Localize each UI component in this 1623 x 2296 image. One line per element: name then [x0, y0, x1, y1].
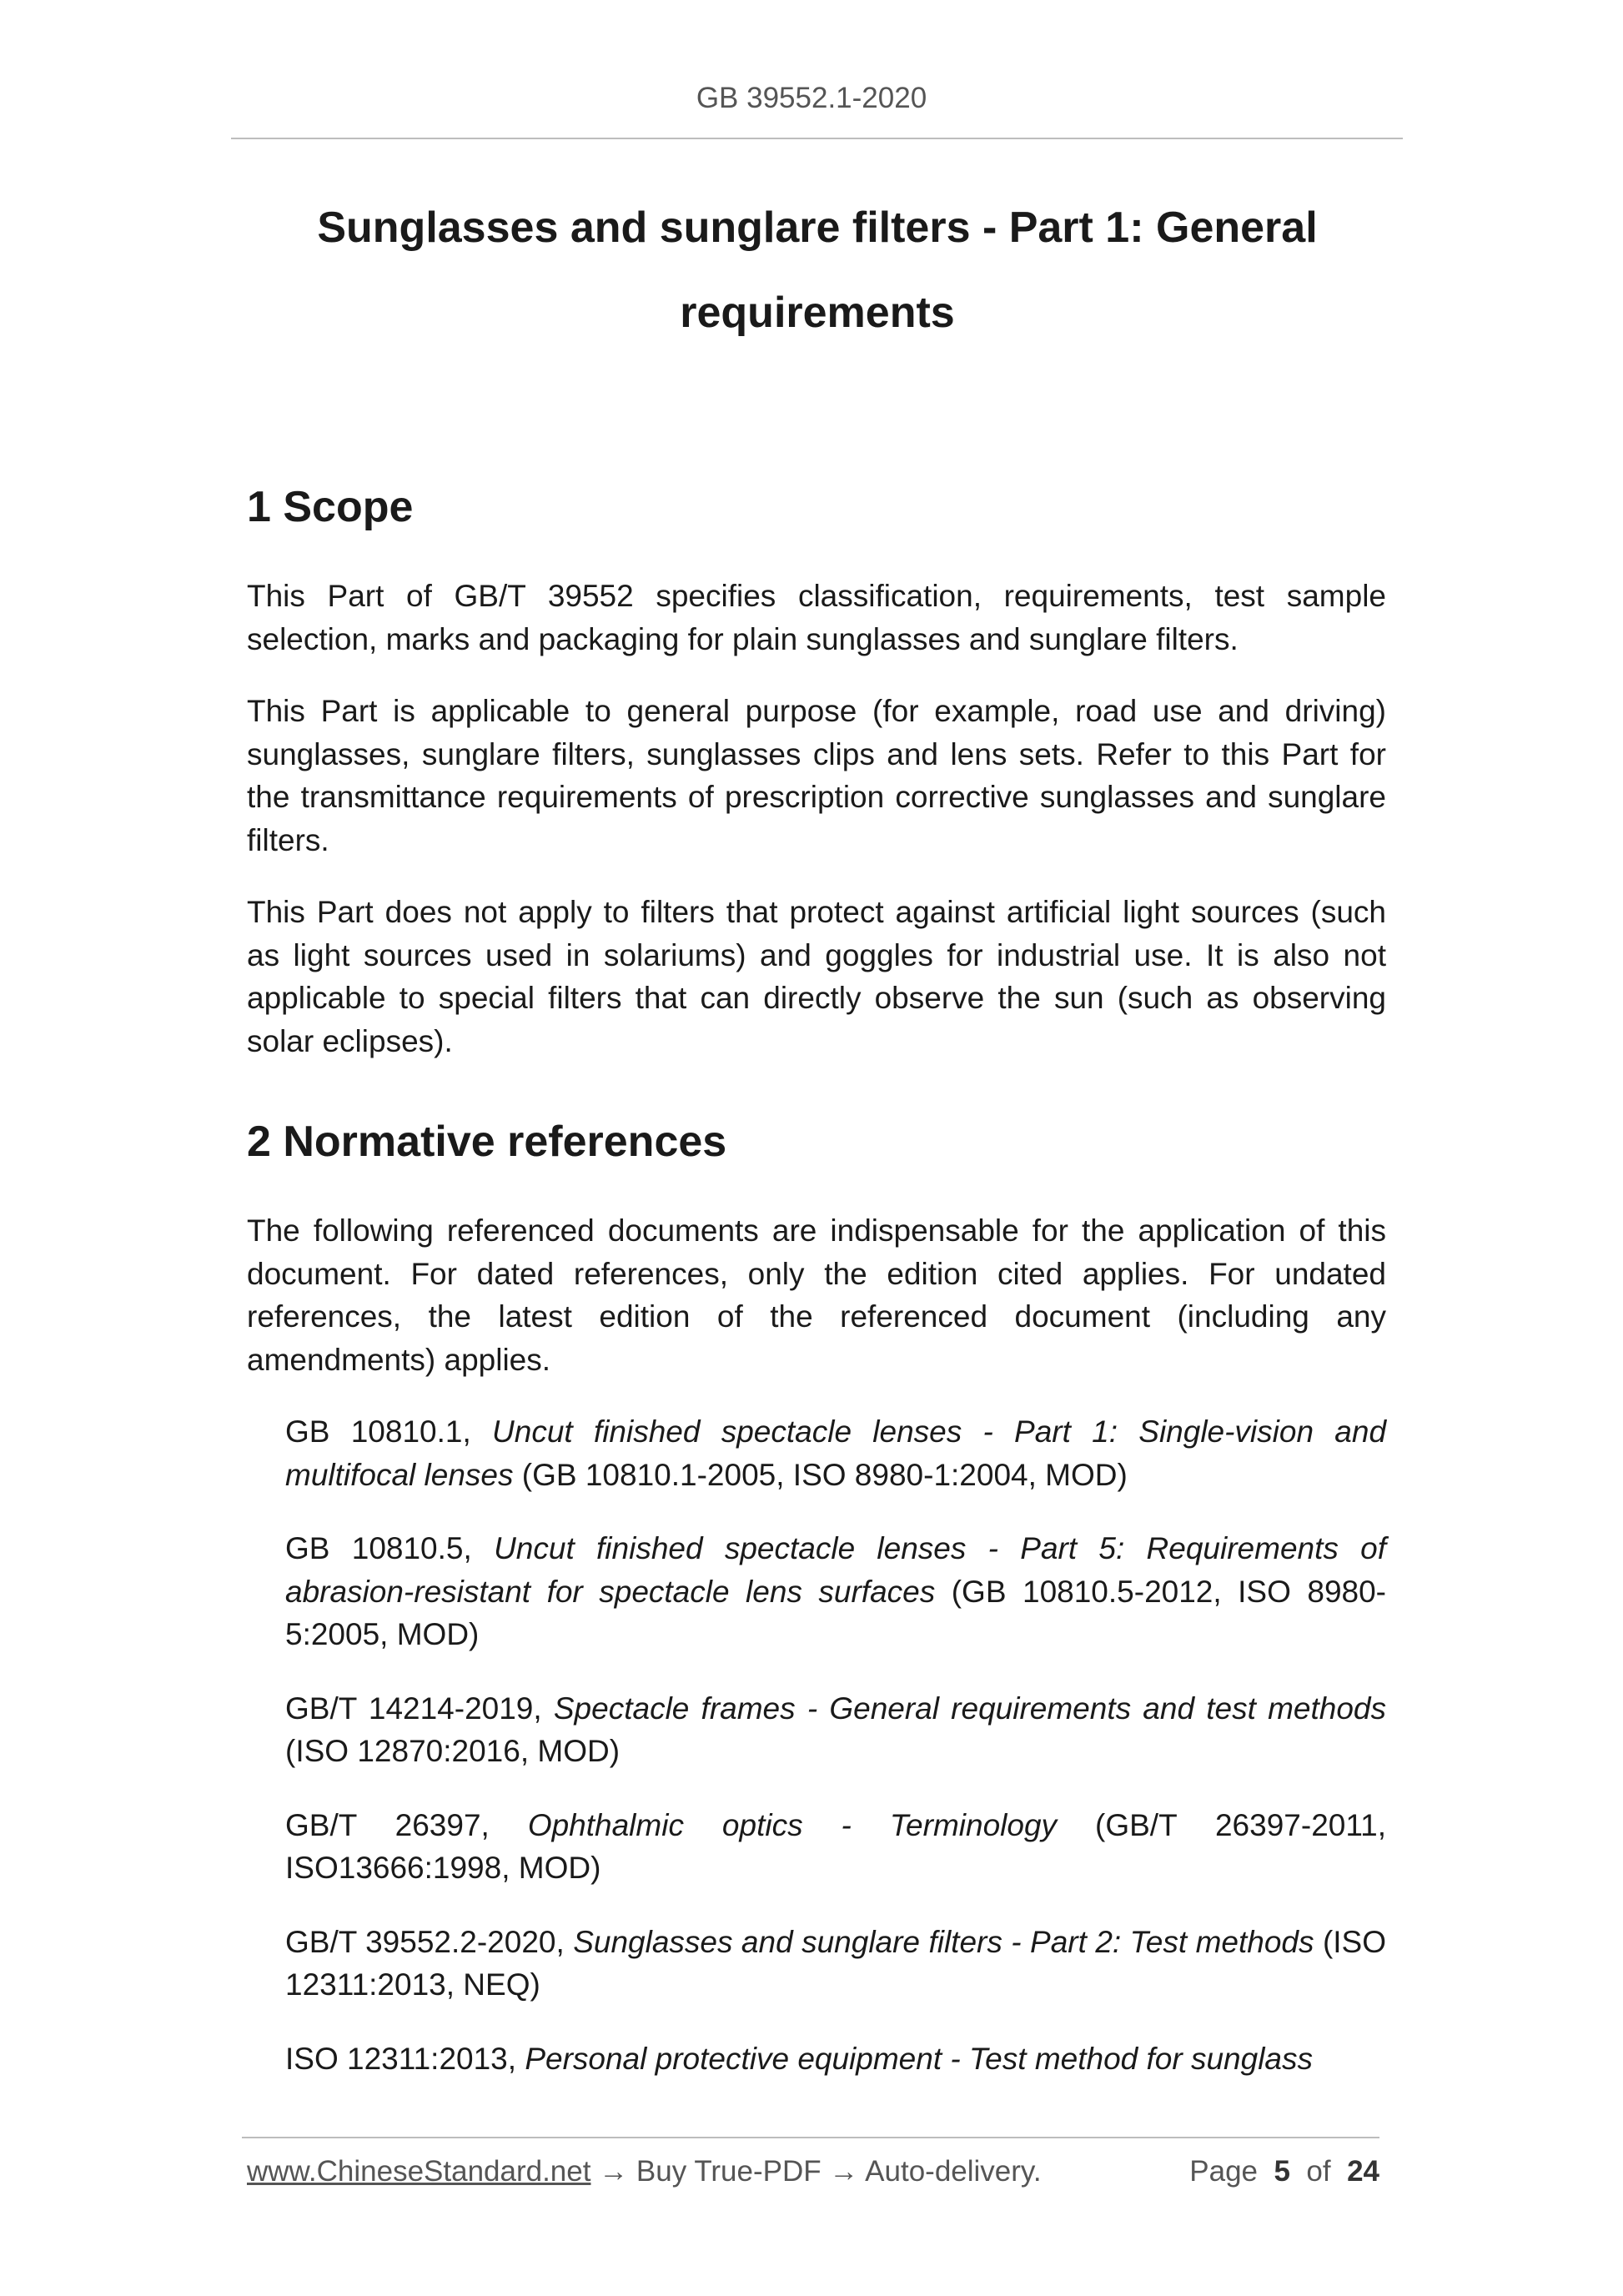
- normative-references-intro: The following referenced documents are indispensable for the application of this document. For dated references, only the edition cited applies. For undated references, the latest edition of the referenced document (including any amendments) applies.: [247, 1213, 1386, 1377]
- reference-code: GB/T 26397,: [285, 1807, 490, 1842]
- reference-item: [285, 1921, 1386, 2007]
- reference-note: (ISO 12870:2016, MOD): [285, 1734, 621, 1768]
- footer-promo: [247, 2155, 1042, 2188]
- reference-code: GB/T 39552.2-2020,: [285, 1924, 565, 1959]
- reference-title: Ophthalmic optics - Terminology: [527, 1807, 1058, 1842]
- page-header-standard-code: GB 39552.1-2020: [696, 82, 927, 114]
- reference-code: GB 10810.1,: [285, 1414, 471, 1449]
- page-of-label: of: [1306, 2155, 1331, 2188]
- reference-list: [247, 1410, 1386, 2080]
- reference-note: (ISO 12311:2013, NEQ): [285, 1924, 1387, 2002]
- section-heading-scope: 1 Scope: [247, 483, 414, 531]
- footer-divider: [242, 2137, 1379, 2138]
- header-divider: [231, 138, 1403, 139]
- total-pages-number: 24: [1347, 2155, 1379, 2188]
- current-page-number: 5: [1274, 2155, 1290, 2188]
- reference-note: (GB 10810.5-2012, ISO 8980-5:2005, MOD): [285, 1574, 1387, 1651]
- reference-code: GB 10810.5,: [285, 1531, 472, 1565]
- reference-note: (GB/T 26397-2011, ISO13666:1998, MOD): [285, 1807, 1387, 1885]
- scope-paragraph: This Part does not apply to filters that protect against artificial light sources (such as light sources used in solariums) and goggles for industrial use. It is also not applicable to special filters that can directly observe the sun (such as observing solar eclipses).: [247, 895, 1386, 1058]
- section-heading-normative-references: 2 Normative references: [247, 1118, 727, 1166]
- website-link[interactable]: www.ChineseStandard.net: [247, 2155, 591, 2188]
- page-indicator: [1189, 2155, 1379, 2188]
- reference-title: Spectacle frames - General requirements and test methods: [553, 1691, 1386, 1726]
- reference-item: [285, 1804, 1386, 1890]
- reference-title: Personal protective equipment - Test method for sunglass: [525, 2041, 1314, 2076]
- title-line-1: Sunglasses and sunglare filters - Part 1: General: [317, 203, 1318, 252]
- scope-paragraph: This Part is applicable to general purpose (for example, road use and driving) sunglasses, sunglare filters, sunglasses clips and lens sets. Refer to this Part for the transmittance requirements of prescription corrective sunglasses and sunglare filters.: [247, 694, 1386, 857]
- document-body: [247, 480, 1386, 2111]
- reference-item: [285, 1410, 1386, 1496]
- reference-code: GB/T 14214-2019,: [285, 1691, 542, 1726]
- reference-note: (GB 10810.1-2005, ISO 8980-1:2004, MOD): [521, 1457, 1128, 1492]
- document-title: [234, 185, 1401, 355]
- title-line-2: requirements: [680, 289, 955, 337]
- footer-tagline: → Buy True-PDF → Auto-delivery.: [590, 2155, 1042, 2188]
- page-label: Page: [1189, 2155, 1259, 2188]
- reference-item: [285, 1687, 1386, 1773]
- reference-title: Uncut finished spectacle lenses - Part 1: Single-vision and multifocal lenses: [285, 1414, 1387, 1492]
- reference-item: [285, 2037, 1386, 2081]
- reference-code: ISO 12311:2013,: [285, 2041, 517, 2076]
- scope-paragraph: This Part of GB/T 39552 specifies classification, requirements, test sample selection, marks and packaging for plain sunglasses and sunglare filters.: [247, 579, 1386, 656]
- reference-title: Sunglasses and sunglare filters - Part 2: Test methods: [573, 1924, 1314, 1959]
- reference-item: [285, 1527, 1386, 1656]
- reference-title: Uncut finished spectacle lenses - Part 5: Requirements of abrasion-resistant for spectacle lens surfaces: [285, 1531, 1387, 1609]
